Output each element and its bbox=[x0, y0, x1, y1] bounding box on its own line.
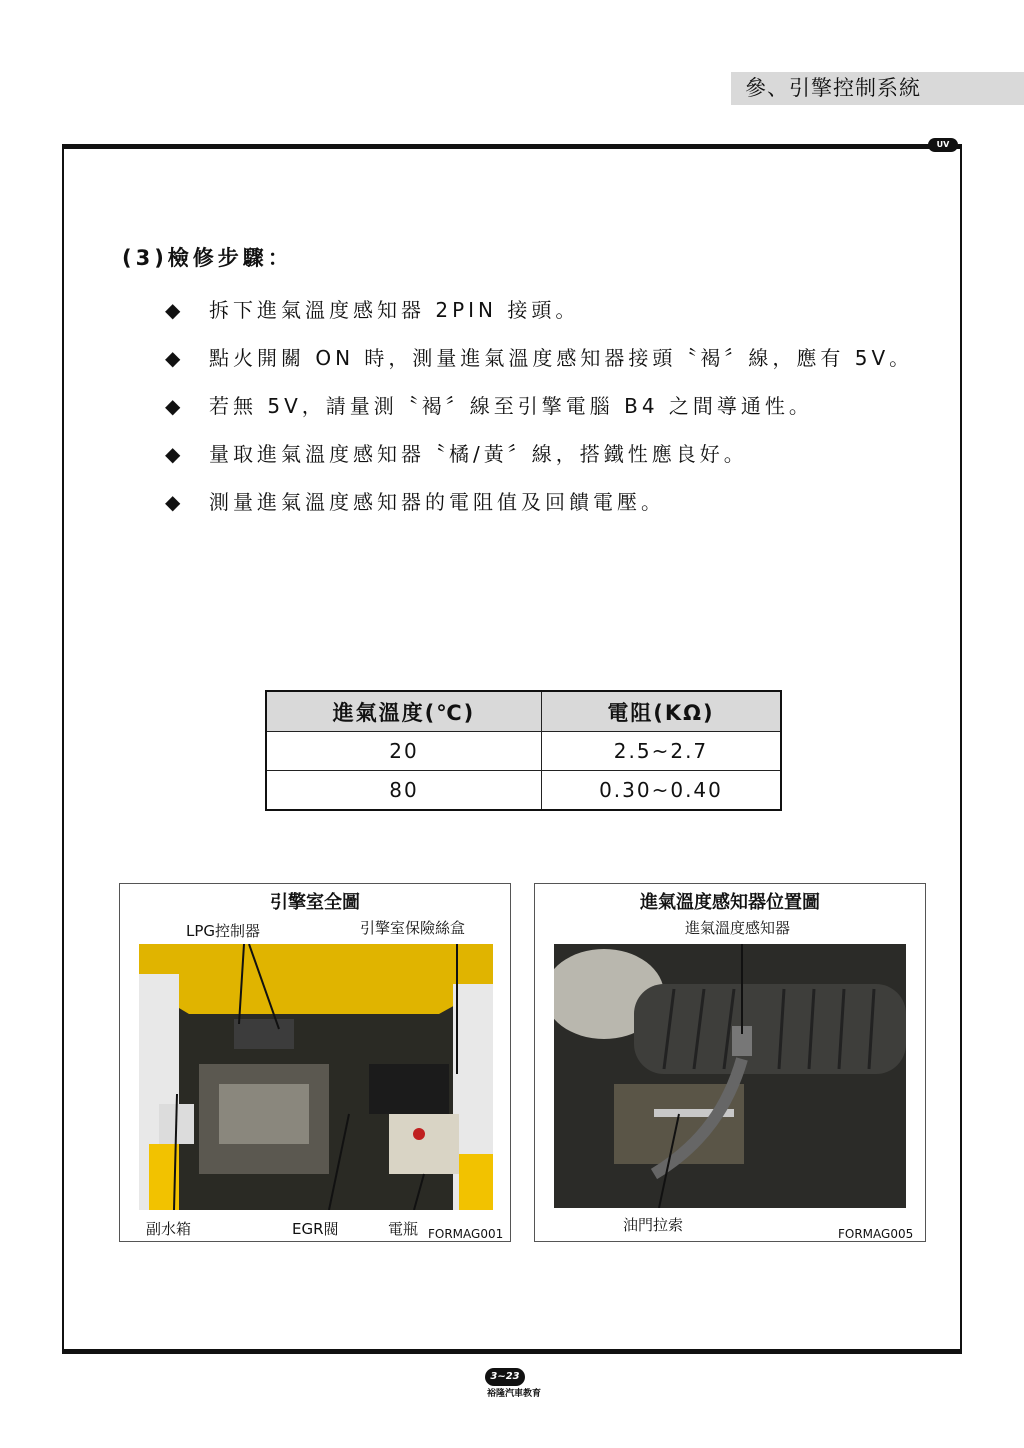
engine-bay-photo bbox=[139, 944, 493, 1210]
step-item bbox=[165, 334, 925, 382]
step-text: 量取進氣溫度感知器〝橘/黃〞線，搭鐵性應良好。 bbox=[209, 442, 748, 466]
intake-sensor-illustration bbox=[554, 944, 906, 1208]
label-fuse-box: 引擎室保險絲盒 bbox=[360, 919, 466, 937]
label-battery: 電瓶 bbox=[388, 1220, 419, 1238]
column-header-resistance: 電阻(KΩ) bbox=[541, 691, 781, 732]
inspection-steps bbox=[165, 286, 925, 526]
publisher-name: 裕隆汽車教育 bbox=[486, 1389, 541, 1399]
label-egr-valve: EGR閥 bbox=[292, 1220, 339, 1238]
engine-bay-figure bbox=[119, 883, 511, 1242]
sensor-location-photo bbox=[554, 944, 906, 1208]
table-cell: 2.5~2.7 bbox=[541, 732, 781, 771]
table-cell: 80 bbox=[266, 771, 541, 811]
table-row bbox=[266, 732, 781, 771]
label-coolant-reservoir: 副水箱 bbox=[146, 1220, 192, 1238]
figure-code: FORMAG001 bbox=[428, 1227, 504, 1241]
diamond-bullet-icon: ◆ bbox=[165, 346, 185, 370]
table-cell: 0.30~0.40 bbox=[541, 771, 781, 811]
table-cell: 20 bbox=[266, 732, 541, 771]
step-item bbox=[165, 286, 925, 334]
diamond-bullet-icon: ◆ bbox=[165, 442, 185, 466]
label-intake-temp-sensor: 進氣溫度感知器 bbox=[685, 919, 791, 937]
engine-bay-illustration bbox=[139, 944, 493, 1210]
step-text: 點火開關 ON 時，測量進氣溫度感知器接頭〝褐〞線，應有 5V。 bbox=[209, 346, 914, 370]
label-throttle-cable: 油門拉索 bbox=[623, 1216, 684, 1234]
bottom-rule bbox=[62, 1349, 962, 1354]
page-number-badge: 3~23 bbox=[485, 1368, 525, 1386]
sensor-location-figure bbox=[534, 883, 926, 1242]
step-item bbox=[165, 478, 925, 526]
section-title: (3)檢修步驟： bbox=[122, 246, 293, 270]
label-lpg-controller: LPG控制器 bbox=[186, 922, 261, 940]
resistance-table bbox=[265, 690, 782, 811]
step-item bbox=[165, 382, 925, 430]
step-text: 測量進氣溫度感知器的電阻值及回饋電壓。 bbox=[209, 490, 665, 514]
brand-logo: UV bbox=[928, 138, 958, 152]
figure-title: 進氣溫度感知器位置圖 bbox=[640, 892, 820, 913]
table-row bbox=[266, 771, 781, 811]
frame-left-border bbox=[62, 146, 64, 1352]
frame-right-border bbox=[960, 146, 962, 1352]
chapter-header: 參、引擎控制系統 bbox=[731, 72, 1024, 105]
step-text: 若無 5V，請量測〝褐〞線至引擎電腦 B4 之間導通性。 bbox=[209, 394, 813, 418]
figure-code: FORMAG005 bbox=[838, 1227, 914, 1241]
step-item bbox=[165, 430, 925, 478]
diamond-bullet-icon: ◆ bbox=[165, 298, 185, 322]
column-header-temperature: 進氣溫度(℃) bbox=[266, 691, 541, 732]
table-header-row bbox=[266, 691, 781, 732]
figure-title: 引擎室全圖 bbox=[270, 892, 360, 913]
diamond-bullet-icon: ◆ bbox=[165, 490, 185, 514]
step-text: 拆下進氣溫度感知器 2PIN 接頭。 bbox=[209, 298, 580, 322]
top-rule bbox=[62, 144, 962, 149]
diamond-bullet-icon: ◆ bbox=[165, 394, 185, 418]
